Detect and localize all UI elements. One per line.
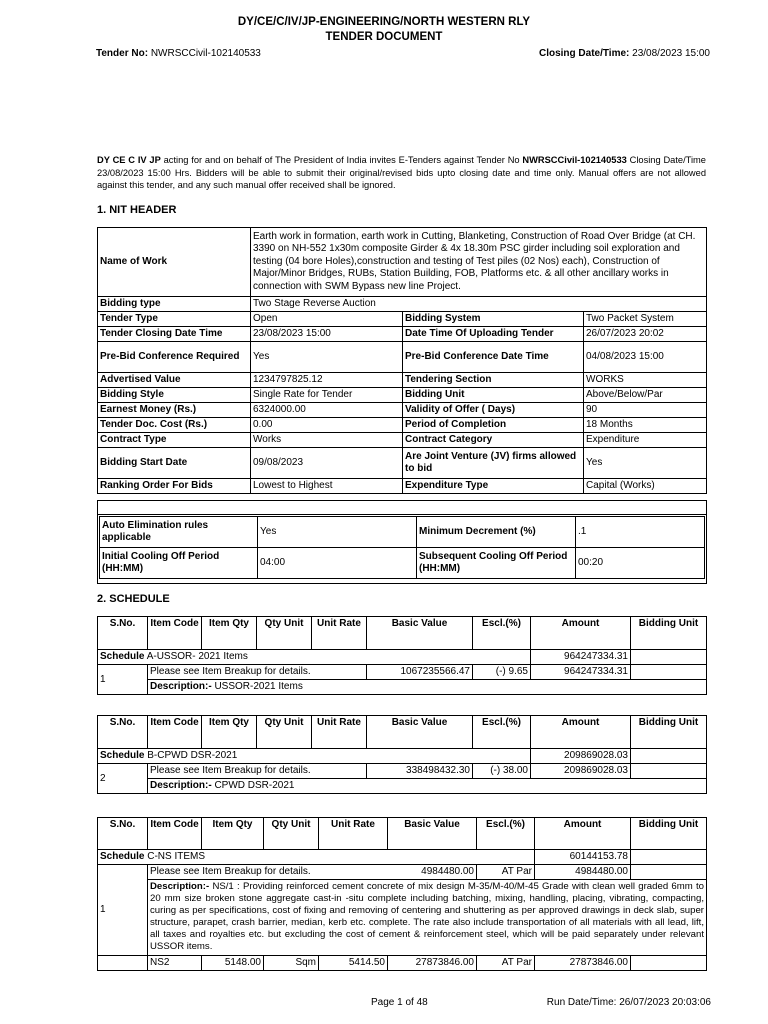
- schedule-c-item-bidding-unit: [631, 865, 707, 880]
- bidding-type-label: Bidding type: [98, 297, 251, 312]
- schedule-b-amount: 209869028.03: [531, 764, 631, 779]
- nit-label: Bidding Start Date: [98, 448, 251, 479]
- schedule-c-amount: 4984480.00: [535, 865, 631, 880]
- schedule-a-bidding-unit: [631, 650, 707, 665]
- nit-label: Contract Type: [98, 433, 251, 448]
- auction-label: Initial Cooling Off Period (HH:MM): [100, 548, 258, 579]
- col-header-qty-unit: Qty Unit: [257, 716, 312, 749]
- col-header-amount: Amount: [535, 818, 631, 850]
- ns2-qty: 5148.00: [202, 955, 264, 970]
- nit-label: Contract Category: [403, 433, 584, 448]
- nit-row: [98, 418, 707, 433]
- desc-label: Description:-: [150, 881, 210, 892]
- nit-row: [98, 373, 707, 388]
- ns2-unit: Sqm: [264, 955, 319, 970]
- schedule-a-escl: (-) 9.65: [473, 665, 531, 680]
- schedule-c-desc-row: [98, 880, 707, 956]
- ns2-rate: 5414.50: [319, 955, 388, 970]
- nit-row: [98, 479, 707, 494]
- nit-row: [98, 388, 707, 403]
- schedule-b-title-row: [98, 749, 707, 764]
- schedule-c-breakup: [148, 865, 477, 880]
- intro-text-1: acting for and on behalf of The President of India invites E-Tenders against Tender No: [160, 155, 523, 165]
- schedule-c-desc: NS/1 : Providing reinforced cement concrete of mix design M-35/M-40/M-45 Grade with clean well graded 6mm to 20 mm size broken stone aggregate cast-in -situ complete including batching, mixing, handling, placing, vibrating, compacting, curing as per specifications, cost of fixing and removing of centering and shuttering as per approved drawings in deck slab, super structure, parapet, crash barrier, median, kerb etc. complete. The rate also include transportation of all materials with all lead, lift, all taxes and royalties etc. but excluding the cost of cement & reinforcement steel, which will be paid separately under relevant USSOR items.: [150, 881, 704, 953]
- schedule-b-item-bidding-unit: [631, 764, 707, 779]
- schedule-b-table: [97, 715, 707, 794]
- schedule-a-amount: 964247334.31: [531, 665, 631, 680]
- schedule-a-header-row: [98, 617, 707, 650]
- schedule-c-bidding-unit: [631, 850, 707, 865]
- nit-value: Yes: [251, 342, 403, 373]
- closing-label: Closing Date/Time:: [538, 48, 630, 59]
- auction-label: Auto Elimination rules applicable: [100, 517, 258, 548]
- document-header: [0, 15, 768, 45]
- nit-label: Tender Closing Date Time: [98, 327, 251, 342]
- desc-label: Description:-: [150, 681, 212, 692]
- col-header-basic-value: Basic Value: [388, 818, 477, 850]
- col-header-unit-rate: Unit Rate: [312, 716, 367, 749]
- col-header-sno: S.No.: [98, 818, 148, 850]
- run-value: 26/07/2023 20:03:06: [619, 997, 711, 1008]
- schedule-c-item-row: [98, 865, 707, 880]
- nit-spacer-row: [97, 500, 707, 515]
- nit-header-heading: 1. NIT HEADER: [97, 204, 177, 216]
- schedule-b-name: B-CPWD DSR-2021: [147, 750, 238, 761]
- schedule-b-header-row: [98, 716, 707, 749]
- nit-label: Bidding Unit: [403, 388, 584, 403]
- auction-label: Minimum Decrement (%): [417, 517, 576, 548]
- ns2-basic: 27873846.00: [388, 955, 477, 970]
- page-number: Page 1 of 48: [371, 997, 428, 1008]
- schedule-c-ns2-row: [98, 955, 707, 970]
- nit-row: [98, 327, 707, 342]
- col-header-qty-unit: Qty Unit: [257, 617, 312, 650]
- schedule-b-basic-value: 338498432.30: [367, 764, 473, 779]
- schedule-c-table: [97, 817, 707, 971]
- col-header-item-qty: Item Qty: [202, 716, 257, 749]
- col-header-item-code: Item Code: [148, 818, 202, 850]
- nit-row-bidding-type: [98, 297, 707, 312]
- schedule-heading: 2. SCHEDULE: [97, 593, 170, 605]
- schedule-a-table: [97, 616, 707, 695]
- schedule-b-desc: CPWD DSR-2021: [214, 780, 295, 791]
- ns2-escl: AT Par: [477, 955, 535, 970]
- schedule-c-name: C-NS ITEMS: [147, 851, 206, 862]
- nit-label: Bidding Style: [98, 388, 251, 403]
- nit-label: Tender Type: [98, 312, 251, 327]
- name-of-work-label: Name of Work: [98, 228, 251, 297]
- nit-label: Date Time Of Uploading Tender: [403, 327, 584, 342]
- nit-value: 04/08/2023 15:00: [584, 342, 707, 373]
- col-header-item-qty: Item Qty: [202, 818, 264, 850]
- schedule-c-total: 60144153.78: [535, 850, 631, 865]
- name-of-work-value: Earth work in formation, earth work in Cutting, Blanketing, Construction of Road Over Bridge (at CH. 3390 on NH-552 1x30m composite Girder & 4x 18.30m PSC girder including soil exploration and testing (04 bore Holes),construction and testing of Test piles (02 Nos) each), Construction of Major/Minor Bridges, RUBs, Station Building, FOB, Platforms etc. & all other ancillary works in connection with SWM Bypass new line Project.: [251, 228, 707, 297]
- nit-value: Open: [251, 312, 403, 327]
- closing-date: 23/08/2023 15:00: [632, 48, 710, 59]
- schedule-b-breakup: Please see Item Breakup for details.: [148, 764, 367, 779]
- schedule-a-sno: 1: [98, 665, 148, 695]
- schedule-c-title-row: [98, 850, 707, 865]
- col-header-escl: Escl.(%): [473, 617, 531, 650]
- nit-row: [98, 448, 707, 479]
- bidding-type-value: Two Stage Reverse Auction: [251, 297, 707, 312]
- schedule-c-desc-cell: [148, 880, 707, 956]
- schedule-a-item-row: [98, 665, 707, 680]
- col-header-basic-value: Basic Value: [367, 617, 473, 650]
- col-header-item-code: Item Code: [148, 617, 202, 650]
- nit-label: Pre-Bid Conference Date Time: [403, 342, 584, 373]
- nit-value: Capital (Works): [584, 479, 707, 494]
- document-title: TENDER DOCUMENT: [325, 31, 443, 43]
- auction-table: [99, 516, 705, 579]
- ns2-amount: 27873846.00: [535, 955, 631, 970]
- ns2-bidding-unit: [631, 955, 707, 970]
- office-title: DY/CE/C/IV/JP-ENGINEERING/NORTH WESTERN RLY: [237, 16, 531, 28]
- auction-value: 00:20: [576, 548, 705, 579]
- intro-paragraph: [97, 154, 706, 192]
- tender-info-line: [96, 48, 710, 59]
- nit-value: Above/Below/Par: [584, 388, 707, 403]
- nit-label: Period of Completion: [403, 418, 584, 433]
- schedule-label: Schedule: [100, 750, 145, 761]
- ns2-code: NS2: [148, 955, 202, 970]
- col-header-bidding-unit: Bidding Unit: [631, 716, 707, 749]
- col-header-sno: S.No.: [98, 617, 148, 650]
- nit-value: Yes: [584, 448, 707, 479]
- col-header-bidding-unit: Bidding Unit: [631, 617, 707, 650]
- nit-label: Bidding System: [403, 312, 584, 327]
- nit-label: Pre-Bid Conference Required: [98, 342, 251, 373]
- nit-value: 23/08/2023 15:00: [251, 327, 403, 342]
- nit-value: Lowest to Highest: [251, 479, 403, 494]
- nit-value: Single Rate for Tender: [251, 388, 403, 403]
- schedule-b-bidding-unit: [631, 749, 707, 764]
- nit-label: Earnest Money (Rs.): [98, 403, 251, 418]
- col-header-sno: S.No.: [98, 716, 148, 749]
- schedule-b-sno: 2: [98, 764, 148, 794]
- auction-row: [100, 517, 705, 548]
- col-header-item-qty: Item Qty: [202, 617, 257, 650]
- nit-value: 90: [584, 403, 707, 418]
- intro-tender-no: NWRSCCivil-102140533: [522, 155, 627, 165]
- schedule-a-item-bidding-unit: [631, 665, 707, 680]
- nit-value: Works: [251, 433, 403, 448]
- schedule-a-desc-row: [98, 680, 707, 695]
- schedule-a-name: A-USSOR- 2021 Items: [146, 651, 248, 662]
- nit-table: [97, 227, 707, 494]
- schedule-a-breakup: Please see Item Breakup for details.: [148, 665, 367, 680]
- auction-label: Subsequent Cooling Off Period (HH:MM): [417, 548, 576, 579]
- col-header-unit-rate: Unit Rate: [312, 617, 367, 650]
- nit-row: [98, 403, 707, 418]
- nit-label: Expenditure Type: [403, 479, 584, 494]
- auction-value: 04:00: [258, 548, 417, 579]
- nit-value: 09/08/2023: [251, 448, 403, 479]
- nit-value: Expenditure: [584, 433, 707, 448]
- col-header-escl: Escl.(%): [473, 716, 531, 749]
- col-header-amount: Amount: [531, 716, 631, 749]
- col-header-escl: Escl.(%): [477, 818, 535, 850]
- schedule-c-sno: 1: [98, 865, 148, 956]
- schedule-b-desc-row: [98, 779, 707, 794]
- intro-text-2: Closing Date/Time 23/08/2023 15:00 Hrs. Bidders will be able to submit their original/revised bids upto closing date and time only. Manual offers are not allowed against this tender, and any such manual offer received shall be ignored.: [97, 155, 706, 191]
- schedule-c-escl: AT Par: [477, 865, 535, 880]
- schedule-a-basic-value: 1067235566.47: [367, 665, 473, 680]
- schedule-a-desc: USSOR-2021 Items: [214, 681, 303, 692]
- tender-no: NWRSCCivil-102140533: [150, 48, 261, 59]
- col-header-qty-unit: Qty Unit: [264, 818, 319, 850]
- nit-value: 18 Months: [584, 418, 707, 433]
- schedule-b-item-row: [98, 764, 707, 779]
- nit-value: 6324000.00: [251, 403, 403, 418]
- schedule-label: Schedule: [100, 651, 145, 662]
- ns2-sno-blank: [98, 955, 148, 970]
- schedule-a-total: 964247334.31: [531, 650, 631, 665]
- auction-row: [100, 548, 705, 579]
- nit-row: [98, 342, 707, 373]
- nit-label: Validity of Offer ( Days): [403, 403, 584, 418]
- col-header-amount: Amount: [531, 617, 631, 650]
- schedule-c-header-row: [98, 818, 707, 850]
- nit-row: [98, 433, 707, 448]
- nit-row-name-of-work: [98, 228, 707, 297]
- nit-label: Advertised Value: [98, 373, 251, 388]
- auction-value: .1: [576, 517, 705, 548]
- nit-value: 0.00: [251, 418, 403, 433]
- schedule-b-total: 209869028.03: [531, 749, 631, 764]
- nit-value: WORKS: [584, 373, 707, 388]
- run-datetime: [547, 997, 711, 1008]
- schedule-c-basic-value: 4984480.00: [421, 866, 474, 877]
- nit-value: 1234797825.12: [251, 373, 403, 388]
- nit-value: Two Packet System: [584, 312, 707, 327]
- nit-row: [98, 312, 707, 327]
- col-header-unit-rate: Unit Rate: [319, 818, 388, 850]
- col-header-bidding-unit: Bidding Unit: [631, 818, 707, 850]
- intro-office: DY CE C IV JP: [97, 155, 161, 165]
- desc-label: Description:-: [150, 780, 212, 791]
- nit-label: Ranking Order For Bids: [98, 479, 251, 494]
- tender-no-label: Tender No:: [96, 48, 149, 59]
- nit-label: Tender Doc. Cost (Rs.): [98, 418, 251, 433]
- schedule-a-title-row: [98, 650, 707, 665]
- nit-value: 26/07/2023 20:02: [584, 327, 707, 342]
- schedule-label: Schedule: [100, 851, 145, 862]
- col-header-item-code: Item Code: [148, 716, 202, 749]
- col-header-basic-value: Basic Value: [367, 716, 473, 749]
- schedule-b-escl: (-) 38.00: [473, 764, 531, 779]
- run-label: Run Date/Time:: [546, 997, 617, 1008]
- nit-label: Are Joint Venture (JV) firms allowed to bid: [403, 448, 584, 479]
- schedule-c-breakup-text: Please see Item Breakup for details.: [150, 866, 311, 877]
- auction-value: Yes: [258, 517, 417, 548]
- nit-label: Tendering Section: [403, 373, 584, 388]
